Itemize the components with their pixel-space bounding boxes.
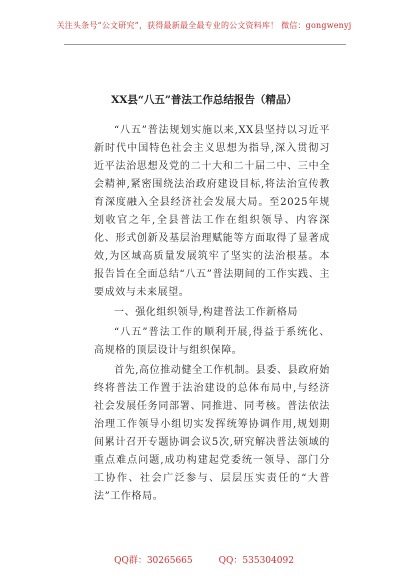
qq-number: QQ：535304092: [218, 556, 294, 566]
paragraph-intro: “八五”普法规划实施以来,XX县坚持以习近平新时代中国特色社会主义思想为指导,深入贯彻习近平法治思想及党的二十大和二十届二中、三中全会精神,紧密围绕法治政府建设目标,将法治宣传教育深度融入全县经济社会发展大局。至2025年规划收官之年,全县普法工作在组织领导、内容深化、形式创新及基层治理赋能等方面取得了显著成效,为区域高质量发展筑牢了坚实的法治根基。本报告旨在全面总结“八五”普法期间的工作实践、主要成效与未来展望。: [94, 125, 330, 298]
promo-banner: 关注头条号“公文研究”，获得最新最全最专业的公文资料库！ 微信：gongwenyj: [56, 21, 352, 30]
paragraph-mechanism: 首先,高位推动健全工作机制。县委、县政府始终将普法工作置于法治建设的总体布局中,与经济社会发展任务同部署、同推进、同考核。普法依法治理工作领导小组切实发挥统筹协调作用,规划期间累计召开专题协调会议5次,研究解决普法领域的重点难点问题,成功构建起党委统一领导、部门分工协作、社会广泛参与、层层压实责任的“大普法”工作格局。: [94, 365, 330, 502]
document-body: [94, 122, 330, 506]
contact-footer: [0, 553, 408, 566]
section-heading: 一、强化组织领导,构建普法工作新格局: [114, 307, 298, 318]
qq-group-number: QQ群：30265665: [114, 556, 193, 566]
paragraph-section-intro: “八五”普法工作的顺利开展,得益于系统化、高规格的顶层设计与组织保障。: [94, 327, 330, 356]
document-title: XX县“八五”普法工作总结报告（精品）: [111, 94, 297, 106]
header-divider: [64, 44, 346, 45]
